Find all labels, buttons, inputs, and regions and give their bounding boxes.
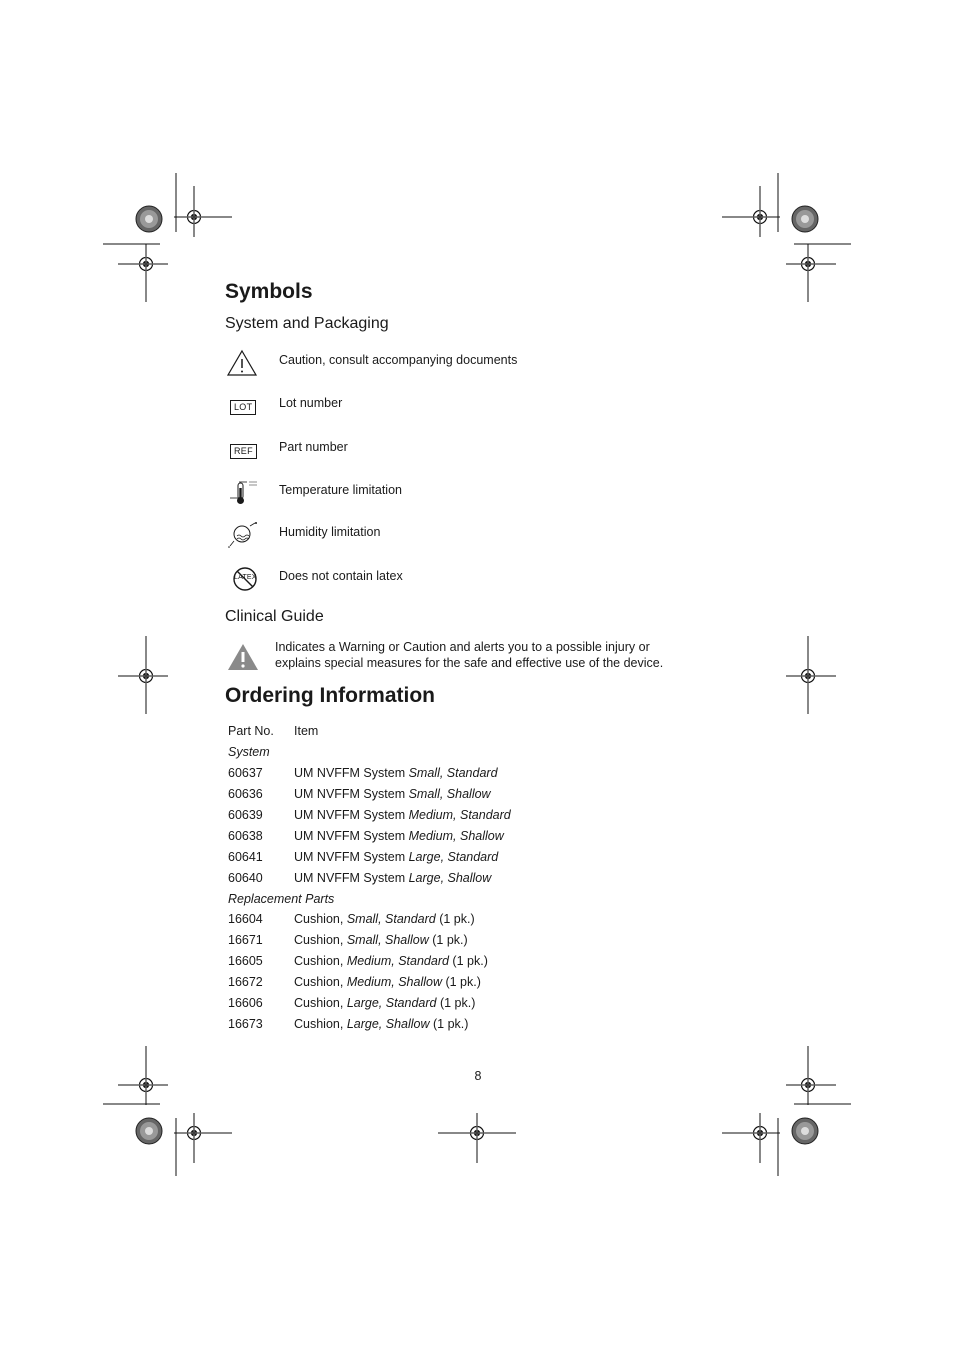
item-cell: Cushion, Large, Shallow (1 pk.) bbox=[294, 1016, 469, 1031]
part-number: 16605 bbox=[228, 954, 263, 969]
table-row bbox=[224, 825, 515, 846]
part-number: 16672 bbox=[228, 975, 263, 990]
column-header-item: Item bbox=[294, 724, 319, 739]
symbol-text: Part number bbox=[279, 440, 348, 454]
item-cell: UM NVFFM System Small, Shallow bbox=[294, 787, 491, 802]
ordering-table bbox=[224, 721, 515, 1034]
part-number: 60641 bbox=[228, 849, 263, 864]
latex-label: LATEX bbox=[234, 574, 257, 581]
part-number: 60638 bbox=[228, 828, 263, 843]
clinical-guide-heading: Clinical Guide bbox=[225, 608, 324, 625]
symbol-row-ref bbox=[225, 436, 725, 472]
table-row bbox=[224, 993, 515, 1014]
ref-label: REF bbox=[230, 444, 257, 459]
page-number: 8 bbox=[474, 1069, 482, 1083]
symbol-row-humidity bbox=[225, 521, 725, 557]
part-number: 60637 bbox=[228, 766, 263, 781]
table-row bbox=[224, 784, 515, 805]
table-row bbox=[224, 951, 515, 972]
part-number: 60640 bbox=[228, 870, 263, 885]
item-cell: UM NVFFM System Large, Standard bbox=[294, 849, 499, 864]
item-cell: UM NVFFM System Large, Shallow bbox=[294, 870, 492, 885]
item-cell: Cushion, Small, Standard (1 pk.) bbox=[294, 912, 475, 927]
table-row bbox=[224, 1013, 515, 1034]
column-header-part: Part No. bbox=[228, 724, 274, 739]
part-number: 16606 bbox=[228, 996, 263, 1011]
table-row bbox=[224, 930, 515, 951]
table-header-row bbox=[224, 721, 515, 742]
item-cell: Cushion, Large, Standard (1 pk.) bbox=[294, 996, 476, 1011]
part-number: 60636 bbox=[228, 787, 263, 802]
symbol-text: Humidity limitation bbox=[279, 525, 381, 539]
group-label: Replacement Parts bbox=[228, 891, 335, 906]
table-row bbox=[224, 867, 515, 888]
group-row bbox=[224, 888, 515, 909]
item-cell: Cushion, Medium, Standard (1 pk.) bbox=[294, 954, 488, 969]
group-label: System bbox=[228, 745, 270, 760]
symbol-text: Caution, consult accompanying documents bbox=[279, 353, 518, 367]
part-number: 60639 bbox=[228, 808, 263, 822]
ref-box-icon bbox=[225, 436, 261, 472]
group-row bbox=[224, 742, 515, 763]
humidity-icon bbox=[225, 521, 261, 557]
table-row bbox=[224, 972, 515, 993]
table-row bbox=[224, 909, 515, 930]
symbol-text: Temperature limitation bbox=[279, 483, 402, 497]
item-cell: UM NVFFM System Small, Standard bbox=[294, 766, 498, 781]
item-cell: Cushion, Medium, Shallow (1 pk.) bbox=[294, 975, 481, 990]
ordering-title: Ordering Information bbox=[225, 684, 435, 707]
symbol-row-temperature bbox=[225, 479, 725, 515]
symbol-text: Lot number bbox=[279, 396, 343, 410]
symbol-text: Does not contain latex bbox=[279, 569, 403, 583]
table-row bbox=[224, 846, 515, 867]
warning-filled-triangle-icon bbox=[227, 642, 261, 677]
table-row bbox=[224, 763, 515, 784]
clinical-guide-text: Indicates a Warning or Caution and alerts you to a possible injury or explains special measures for the safe and effective use of the device. bbox=[275, 640, 664, 670]
item-cell: UM NVFFM System Medium, Standard bbox=[294, 808, 511, 822]
symbol-row-caution bbox=[225, 349, 725, 385]
no-latex-icon bbox=[225, 565, 261, 601]
table-row bbox=[224, 805, 515, 826]
thermometer-icon bbox=[225, 479, 261, 515]
lot-label: LOT bbox=[230, 400, 256, 415]
caution-triangle-icon bbox=[225, 349, 261, 385]
part-number: 16671 bbox=[228, 933, 263, 948]
part-number: 16604 bbox=[228, 912, 263, 927]
lot-box-icon bbox=[225, 392, 261, 428]
symbols-title: Symbols bbox=[225, 280, 313, 303]
symbol-row-latex bbox=[225, 565, 725, 601]
symbol-row-lot bbox=[225, 392, 725, 428]
part-number: 16673 bbox=[228, 1016, 263, 1031]
system-packaging-heading: System and Packaging bbox=[225, 315, 389, 332]
item-cell: UM NVFFM System Medium, Shallow bbox=[294, 828, 504, 843]
item-cell: Cushion, Small, Shallow (1 pk.) bbox=[294, 933, 468, 948]
